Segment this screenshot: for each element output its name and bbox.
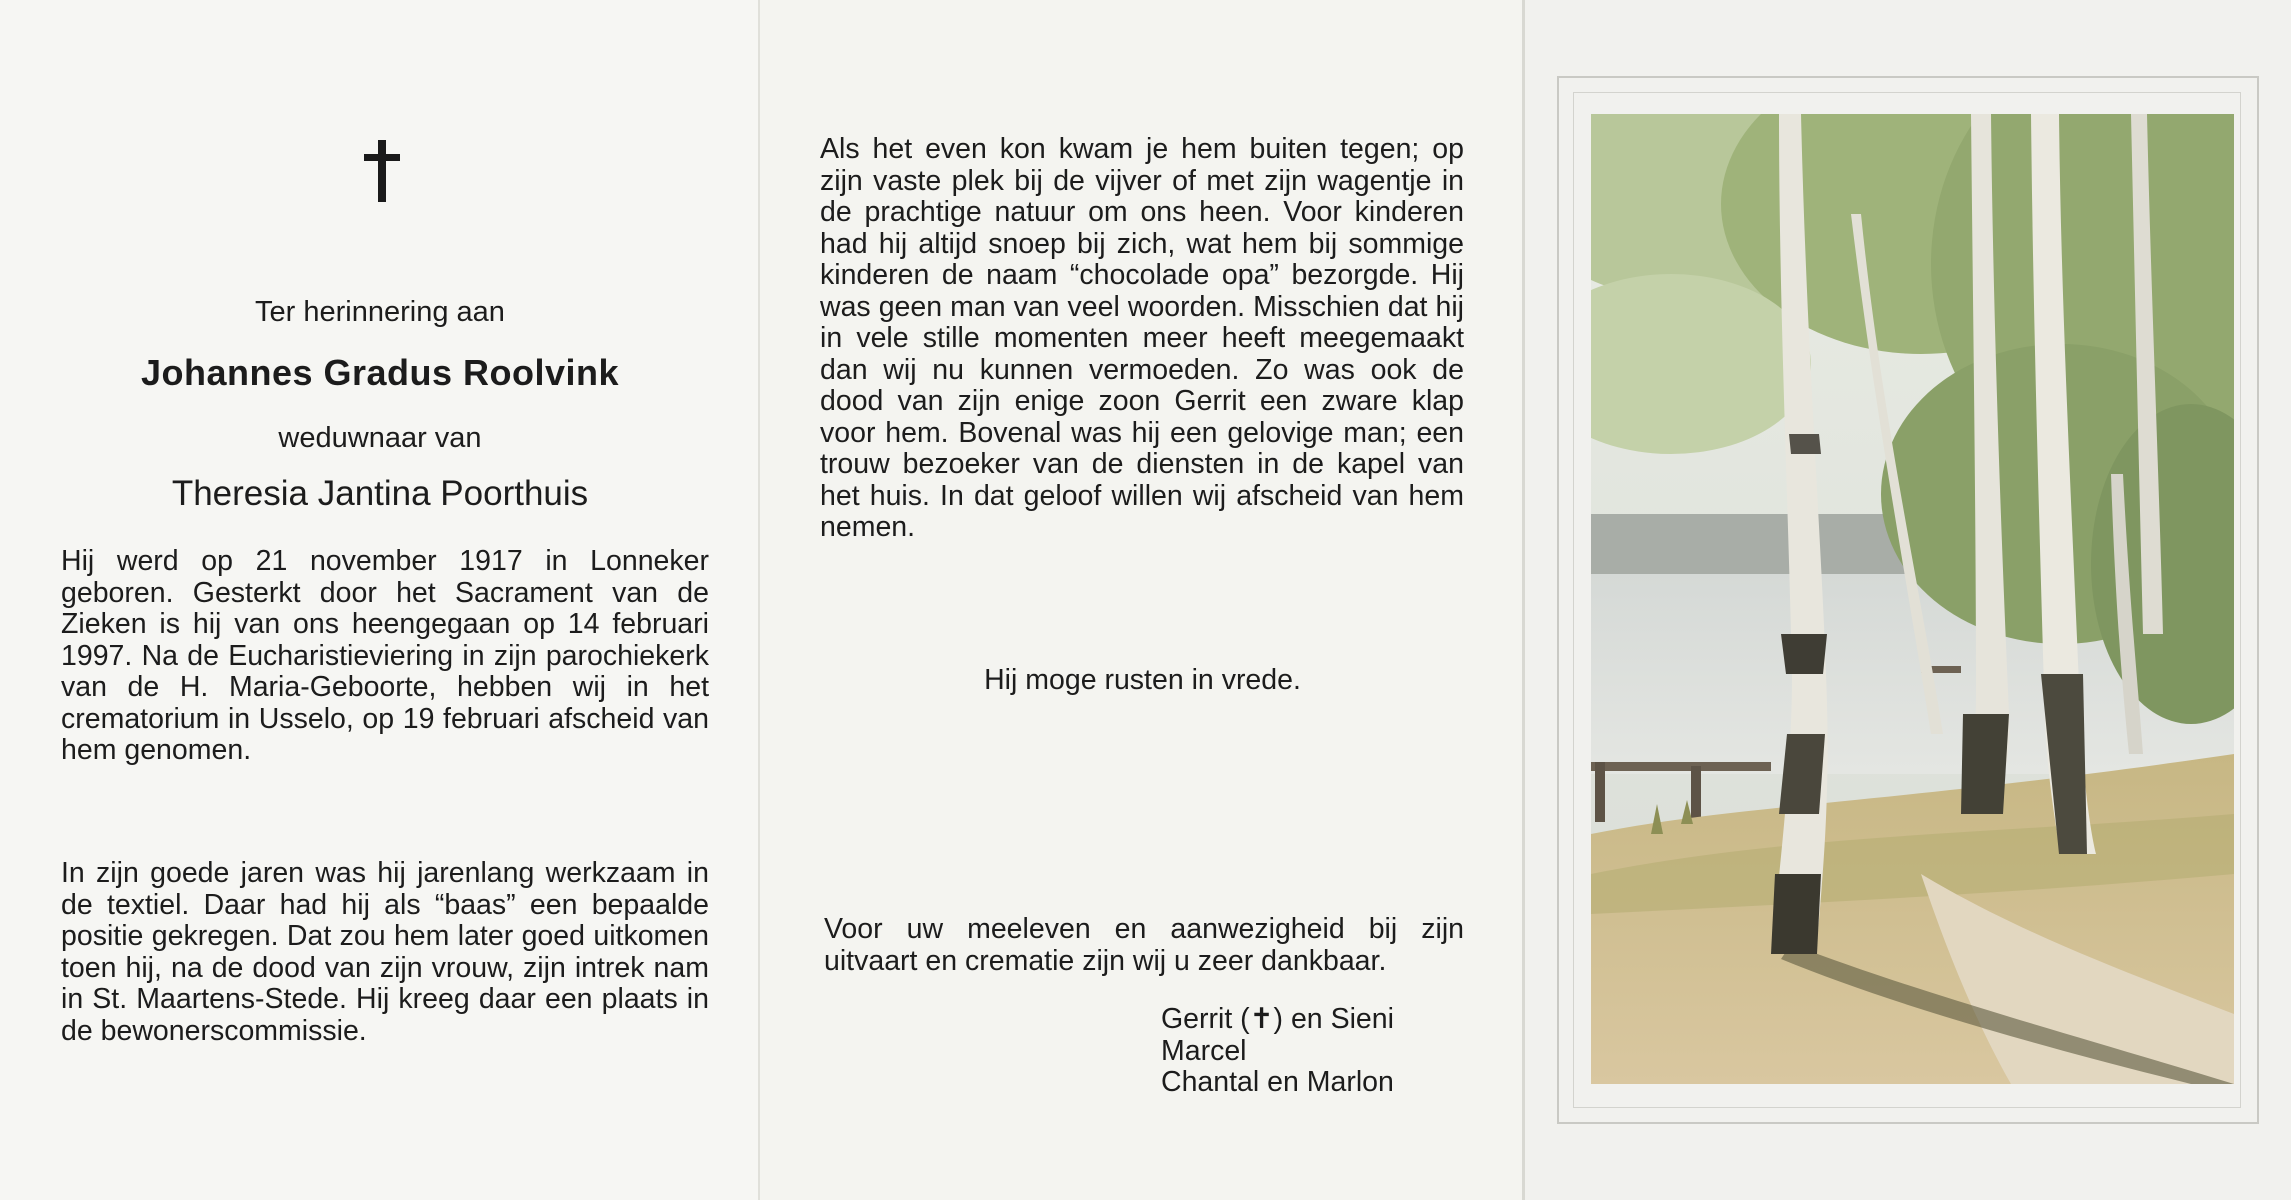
signature-line: Gerrit (✝) en Sieni xyxy=(1161,1003,1394,1035)
lake-birch-trees-photo xyxy=(1591,114,2234,1084)
cross-icon xyxy=(362,140,402,202)
memory-paragraph: Als het even kon kwam je hem buiten tegen; op zijn vaste plek bij de vijver of met zijn wagentje in de prachtige natuur om ons heen. Voor kinderen had hij altijd snoep bij zich, wat hem bij sommige kinderen de naam “chocolade opa” bezorgde. Hij was geen man van veel woorden. Misschien dat hij in vele stille momenten meer heeft meegemaakt dan wij nu kunnen vermoeden. Zo was ook de dood van zijn enige zoon Gerrit een zware klap voor hem. Bovenal was hij een gelovige man; een trouw bezoeker van de diensten in de kapel van het huis. In dat geloof willen wij afscheid van hem nemen. xyxy=(820,133,1464,543)
biography-paragraph: In zijn goede jaren was hij jarenlang werkzaam in de textiel. Daar had hij als “baas” een bepaalde positie gekregen. Dat zou hem later goed uitkomen toen hij, na de dood van zijn vrouw, zijn intrek nam in St. Maartens-Stede. Hij kreeg daar een plaats in de bewonerscommissie. xyxy=(61,857,709,1047)
spouse-name: Theresia Jantina Poorthuis xyxy=(171,474,589,513)
card-left-panel xyxy=(0,0,760,1200)
signatures xyxy=(1161,1004,1394,1099)
thanks-paragraph: Voor uw meeleven en aanwezigheid bij zijn uitvaart en crematie zijn wij u zeer dankbaar. xyxy=(824,913,1464,977)
rest-in-peace-text: Hij moge rusten in vrede. xyxy=(984,664,1301,696)
deceased-name: Johannes Gradus Roolvink xyxy=(140,352,620,393)
signature-line: Marcel xyxy=(1161,1034,1247,1067)
photo-image xyxy=(1591,114,2234,1084)
widower-label: weduwnaar van xyxy=(278,422,482,454)
intro-text: Ter herinnering aan xyxy=(255,296,505,328)
signature-line: Chantal en Marlon xyxy=(1161,1066,1394,1098)
biography-paragraph: Hij werd op 21 november 1917 in Lonneker geboren. Gesterkt door het Sacrament van de Zieken is hij van ons heengegaan op 14 februari 1997. Na de Eucharistieviering in zijn parochiekerk van de H. Maria-Geboorte, hebben wij in het crematorium in Usselo, op 19 februari afscheid van hem genomen. xyxy=(61,545,709,766)
